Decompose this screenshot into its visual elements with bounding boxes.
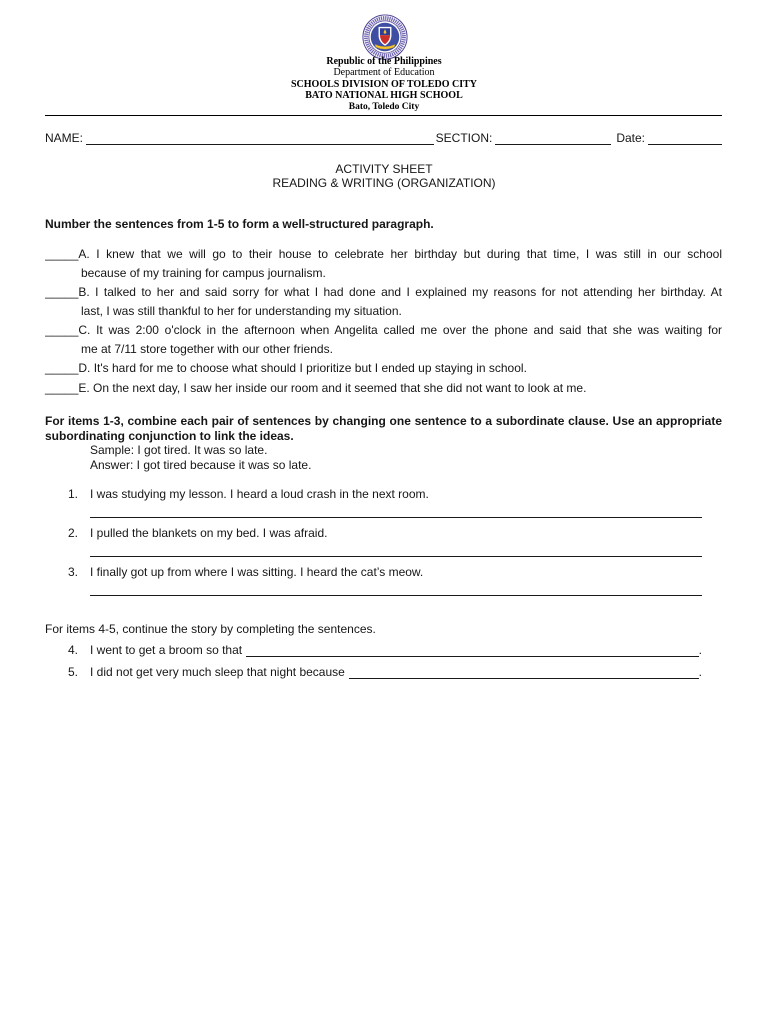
- sentence-line: _____B. I talked to her and said sorry for what I had done and I explained my reasons for not attending her birthday. At: [45, 285, 722, 299]
- completion-row: [90, 664, 702, 680]
- part2-instruction-line-2: subordinating conjunction to link the ideas.: [45, 429, 294, 443]
- item-number: 3.: [68, 565, 79, 579]
- date-blank: [648, 130, 722, 145]
- sentence-line: _____E. On the next day, I saw her inside our room and it seemed that she did not want to look at me.: [45, 381, 587, 395]
- part3-instruction: For items 4-5, continue the story by completing the sentences.: [45, 622, 376, 636]
- completion-blank: [246, 642, 699, 657]
- item-text: I went to get a broom so that: [90, 643, 243, 657]
- completion-row: [90, 642, 702, 658]
- header-republic: Republic of the Philippines: [326, 56, 442, 67]
- date-label: Date:: [616, 131, 645, 145]
- item-end-period: .: [698, 643, 702, 657]
- name-blank: [86, 130, 434, 145]
- sentence-line: me at 7/11 store together with our other friends.: [81, 342, 333, 356]
- header-address: Bato, Toledo City: [348, 102, 420, 112]
- sample-answer: Answer: I got tired because it was so late.: [90, 458, 312, 472]
- answer-line: [90, 517, 702, 518]
- activity-subtitle: READING & WRITING (ORGANIZATION): [272, 176, 496, 190]
- item-end-period: .: [698, 665, 702, 679]
- item-number: 1.: [68, 487, 79, 501]
- name-label: NAME:: [45, 131, 84, 145]
- deped-seal-logo: [362, 14, 408, 60]
- answer-line: [90, 556, 702, 557]
- activity-title: ACTIVITY SHEET: [335, 162, 433, 176]
- sentence-line: _____C. It was 2:00 o'clock in the afternoon when Angelita called me over the phone and said that she was waiting for: [45, 323, 722, 337]
- student-info-row: [45, 130, 722, 146]
- item-number: 5.: [68, 665, 79, 679]
- header-department: Department of Education: [333, 67, 435, 78]
- completion-blank: [349, 664, 699, 679]
- section-blank: [495, 130, 611, 145]
- item-text: I pulled the blankets on my bed. I was afraid.: [90, 526, 328, 540]
- section-label: SECTION:: [435, 131, 493, 145]
- header-school: BATO NATIONAL HIGH SCHOOL: [305, 90, 463, 101]
- sentence-line: last, I was still thankful to her for understanding my situation.: [81, 304, 402, 318]
- header-division: SCHOOLS DIVISION OF TOLEDO CITY: [291, 79, 477, 90]
- item-text: I finally got up from where I was sitting. I heard the cat’s meow.: [90, 565, 424, 579]
- sentence-line: _____D. It's hard for me to choose what should I prioritize but I ended up staying in school.: [45, 361, 527, 375]
- item-number: 2.: [68, 526, 79, 540]
- sentence-line: _____A. I knew that we will go to their house to celebrate her birthday but during that time, I was still in our school: [45, 247, 722, 261]
- answer-line: [90, 595, 702, 596]
- sample-sentence: Sample: I got tired. It was so late.: [90, 443, 268, 457]
- sentence-line: because of my training for campus journalism.: [81, 266, 326, 280]
- part2-instruction-line-1: For items 1-3, combine each pair of sentences by changing one sentence to a subordinate clause. Use an appropriate: [45, 414, 722, 428]
- item-text: I did not get very much sleep that night because: [90, 665, 345, 679]
- part1-instruction: Number the sentences from 1-5 to form a well-structured paragraph.: [45, 217, 434, 231]
- item-text: I was studying my lesson. I heard a loud crash in the next room.: [90, 487, 429, 501]
- header-divider: [45, 115, 722, 116]
- item-number: 4.: [68, 643, 79, 657]
